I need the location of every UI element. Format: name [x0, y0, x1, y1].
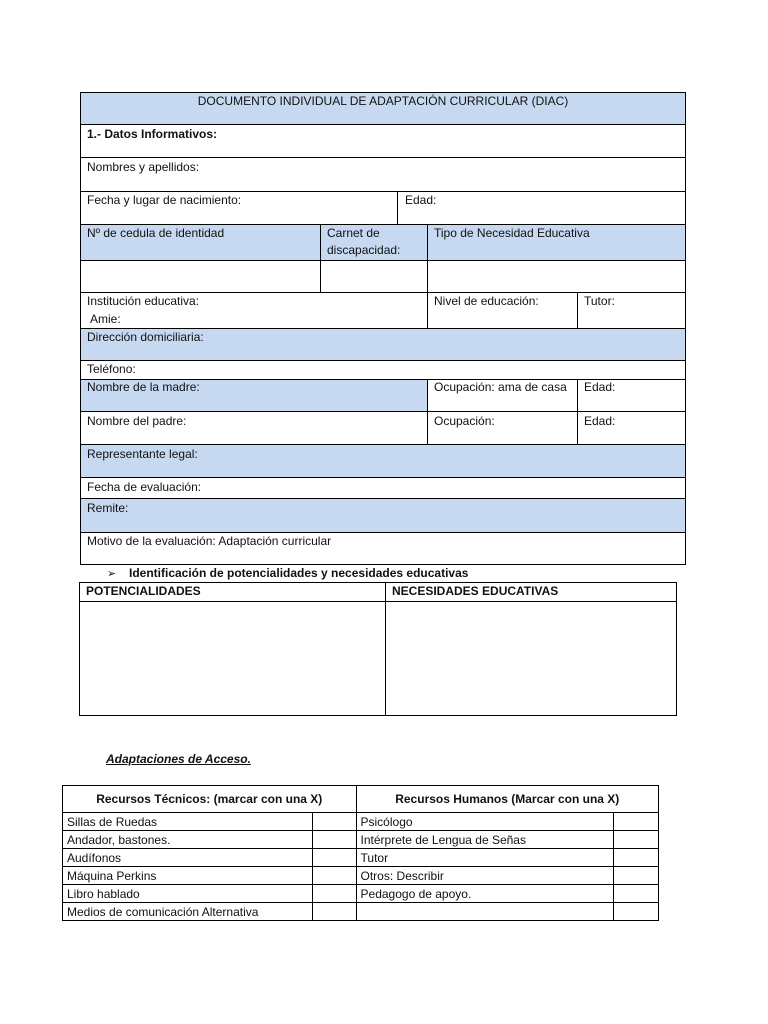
label-edad-madre: Edad:	[584, 380, 616, 394]
recurso-tecnico-check[interactable]	[312, 903, 356, 921]
label-tipo-necesidad: Tipo de Necesidad Educativa	[434, 226, 590, 240]
remite-row-bg	[81, 499, 685, 532]
section-datos-informativos: 1.- Datos Informativos:	[87, 127, 218, 141]
label-fecha-lugar: Fecha y lugar de nacimiento:	[87, 193, 242, 207]
recurso-tecnico-label: Máquina Perkins	[63, 867, 313, 885]
recurso-humano-label: Otros: Describir	[356, 867, 614, 885]
header-potencialidades: POTENCIALIDADES	[86, 584, 201, 598]
recurso-humano-label: Pedagogo de apoyo.	[356, 885, 614, 903]
recurso-tecnico-check[interactable]	[312, 885, 356, 903]
header-recursos-humanos: Recursos Humanos (Marcar con una X)	[356, 786, 658, 813]
label-nivel: Nivel de educación:	[434, 294, 539, 308]
recurso-tecnico-check[interactable]	[312, 831, 356, 849]
table-row	[63, 813, 659, 831]
recurso-humano-check[interactable]	[614, 885, 659, 903]
recurso-tecnico-check[interactable]	[312, 867, 356, 885]
table-row	[63, 849, 659, 867]
table-row	[63, 903, 659, 921]
recurso-humano-label	[356, 903, 614, 921]
label-direccion: Dirección domiciliaria:	[87, 330, 204, 344]
recurso-tecnico-label: Sillas de Ruedas	[63, 813, 313, 831]
label-cedula: Nº de cedula de identidad	[87, 226, 225, 240]
recurso-humano-check[interactable]	[614, 849, 659, 867]
form-title: DOCUMENTO INDIVIDUAL DE ADAPTACIÓN CURRICULAR (DIAC)	[197, 94, 569, 108]
recurso-humano-check[interactable]	[614, 813, 659, 831]
label-amie: Amie:	[90, 312, 121, 326]
label-madre: Nombre de la madre:	[87, 380, 200, 394]
label-carnet-2: discapacidad:	[327, 243, 401, 257]
table-row	[63, 885, 659, 903]
label-padre: Nombre del padre:	[87, 414, 187, 428]
header-recursos-tecnicos: Recursos Técnicos: (marcar con una X)	[63, 786, 357, 813]
label-fecha-evaluacion: Fecha de evaluación:	[87, 480, 202, 494]
label-telefono: Teléfono:	[87, 362, 136, 376]
potencialidades-cell[interactable]	[80, 602, 384, 715]
recurso-humano-check[interactable]	[614, 831, 659, 849]
recurso-tecnico-label: Libro hablado	[63, 885, 313, 903]
recurso-humano-label: Psicólogo	[356, 813, 614, 831]
arrow-bullet-icon: ➢	[107, 567, 117, 580]
adaptaciones-heading: Adaptaciones de Acceso.	[106, 752, 251, 766]
table-row	[63, 831, 659, 849]
recurso-humano-check[interactable]	[614, 903, 659, 921]
label-nombres: Nombres y apellidos:	[87, 160, 200, 174]
label-remite: Remite:	[87, 501, 129, 515]
identificacion-heading: Identificación de potencialidades y necesidades educativas	[129, 566, 469, 580]
label-ocupacion-madre: Ocupación: ama de casa	[434, 380, 567, 394]
recurso-humano-check[interactable]	[614, 867, 659, 885]
recursos-header-row	[63, 786, 659, 813]
label-motivo: Motivo de la evaluación: Adaptación curricular	[87, 534, 332, 548]
recurso-tecnico-label: Andador, bastones.	[63, 831, 313, 849]
label-tutor: Tutor:	[584, 294, 615, 308]
recurso-tecnico-check[interactable]	[312, 813, 356, 831]
recursos-table	[62, 785, 659, 921]
recurso-humano-label: Tutor	[356, 849, 614, 867]
recurso-tecnico-label: Medios de comunicación Alternativa	[63, 903, 313, 921]
table-row	[63, 867, 659, 885]
recurso-tecnico-check[interactable]	[312, 849, 356, 867]
label-edad: Edad:	[405, 193, 437, 207]
recurso-tecnico-label: Audífonos	[63, 849, 313, 867]
recurso-humano-label: Intérprete de Lengua de Señas	[356, 831, 614, 849]
header-necesidades: NECESIDADES EDUCATIVAS	[392, 584, 559, 598]
label-representante: Representante legal:	[87, 447, 198, 461]
label-edad-padre: Edad:	[584, 414, 616, 428]
label-ocupacion-padre: Ocupación:	[434, 414, 495, 428]
label-carnet-1: Carnet de	[327, 226, 380, 240]
necesidades-cell[interactable]	[386, 602, 676, 715]
label-institucion: Institución educativa:	[87, 294, 200, 308]
